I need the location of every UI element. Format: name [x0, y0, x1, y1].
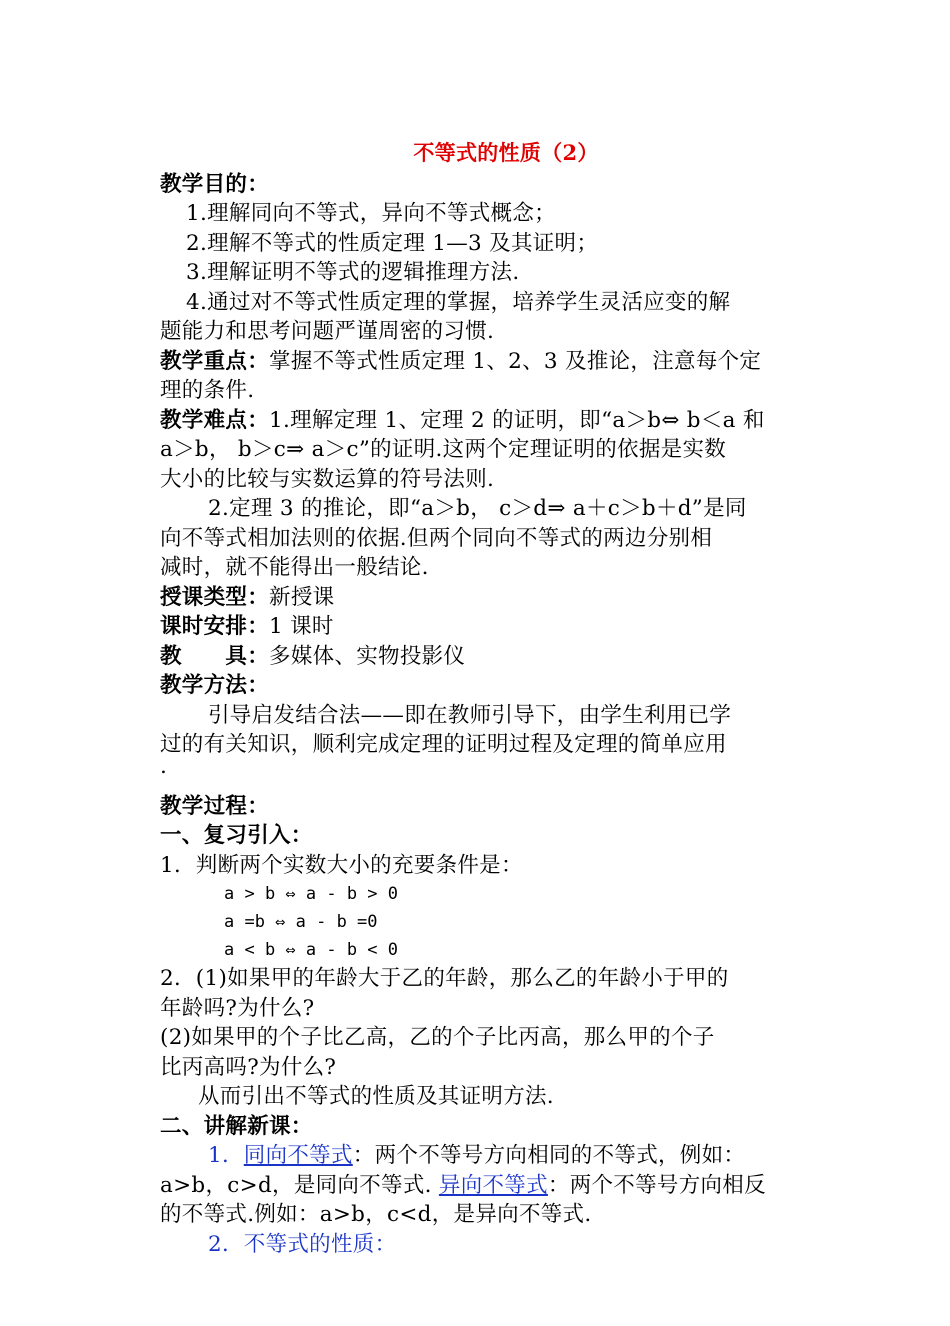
lesson-type-label: 授课类型：: [160, 584, 270, 610]
formula-line: a =b ⇔ a - b =0: [224, 912, 378, 932]
section-review-heading: 一、复习引入：: [160, 823, 313, 848]
schedule-label: 课时安排：: [160, 614, 270, 639]
formula-line: a < b ⇔ a - b < 0: [224, 940, 398, 960]
section-new-lesson-heading: 二、讲解新课：: [160, 1113, 313, 1139]
key-points-text: 掌握不等式性质定理 1、2、3 及推论，注意每个定: [269, 348, 762, 374]
process-heading: 教学过程：: [160, 793, 270, 819]
document-page: [160, 138, 792, 1259]
objective-item-continued: 题能力和思考问题严谨周密的习惯.: [160, 319, 495, 344]
objective-item: 3.理解证明不等式的逻辑推理方法.: [186, 260, 520, 285]
objective-item: 2.理解不等式的性质定理 1—3 及其证明；: [186, 230, 599, 256]
review-question-2-continued: 年龄吗?为什么?: [160, 995, 315, 1021]
key-points-continued: 理的条件.: [160, 378, 255, 403]
definition-text: ：两个不等号方向相反: [547, 1172, 766, 1198]
key-points-label: 教学重点：: [160, 348, 270, 374]
term-opposite-direction: 异向不等式: [438, 1172, 548, 1198]
methods-line: 过的有关知识，顺利完成定理的证明过程及定理的简单应用: [160, 732, 727, 757]
difficulties: [160, 406, 792, 436]
tools-value: 多媒体、实物投影仪: [269, 643, 466, 669]
difficulties-line: 2.定理 3 的推论，即“a＞b， c＞d⇒ a＋c＞b＋d”是同: [208, 496, 747, 521]
review-question-1: 1．判断两个实数大小的充要条件是：: [160, 852, 523, 878]
review-question-2: 2．(1)如果甲的年龄大于乙的年龄，那么乙的年龄小于甲的: [160, 966, 729, 991]
lead-in-text: 从而引出不等式的性质及其证明方法.: [198, 1084, 554, 1109]
definition-text: ：两个不等号方向相同的不等式，例如：: [352, 1143, 746, 1168]
schedule: [160, 612, 792, 642]
objective-item: 1.理解同向不等式，异向不等式概念；: [186, 201, 556, 226]
item-number: 1．: [208, 1143, 244, 1168]
new-lesson-item-1: [160, 1141, 792, 1171]
lesson-type-value: 新授课: [269, 584, 335, 610]
schedule-value: 1 课时: [269, 614, 334, 639]
objectives-heading: 教学目的：: [160, 171, 270, 197]
lesson-type: [160, 583, 792, 613]
methods-line: .: [160, 753, 168, 779]
tools-label: 教 具：: [160, 643, 270, 669]
page-title: 不等式的性质（2）: [413, 140, 599, 165]
term-same-direction: 同向不等式: [243, 1143, 353, 1168]
objective-item: 4.通过对不等式性质定理的掌握，培养学生灵活应变的解: [186, 289, 731, 315]
difficulties-line: 向不等式相加法则的依据.但两个同向不等式的两边分别相: [160, 525, 713, 551]
difficulties-line: a＞b， b＞c⇒ a＞c”的证明.这两个定理证明的依据是实数: [160, 437, 727, 462]
formula-line: a > b ⇔ a - b > 0: [224, 884, 398, 904]
new-lesson-item-2: 2．不等式的性质：: [208, 1231, 397, 1257]
review-question-2b: (2)如果甲的个子比乙高，乙的个子比丙高，那么甲的个子: [160, 1025, 715, 1050]
new-lesson-item-1-continued: 的不等式.例如：a>b，c<d，是异向不等式.: [160, 1202, 592, 1227]
difficulties-label: 教学难点：: [160, 407, 270, 433]
review-question-2b-continued: 比丙高吗?为什么?: [160, 1054, 337, 1080]
difficulties-line: 大小的比较与实数运算的符号法则.: [160, 466, 495, 492]
methods-line: 引导启发结合法——即在教师引导下，由学生利用已学: [208, 702, 732, 728]
example-text: a>b，c>d，是同向不等式.: [160, 1172, 439, 1198]
new-lesson-item-1-continued: [160, 1171, 792, 1201]
key-points: [160, 347, 792, 377]
difficulties-line: 减时，就不能得出一般结论.: [160, 555, 429, 580]
difficulties-text: 1.理解定理 1、定理 2 的证明，即“a＞b⇔ b＜a 和: [269, 407, 765, 433]
methods-heading: 教学方法：: [160, 673, 270, 698]
tools: [160, 642, 792, 672]
